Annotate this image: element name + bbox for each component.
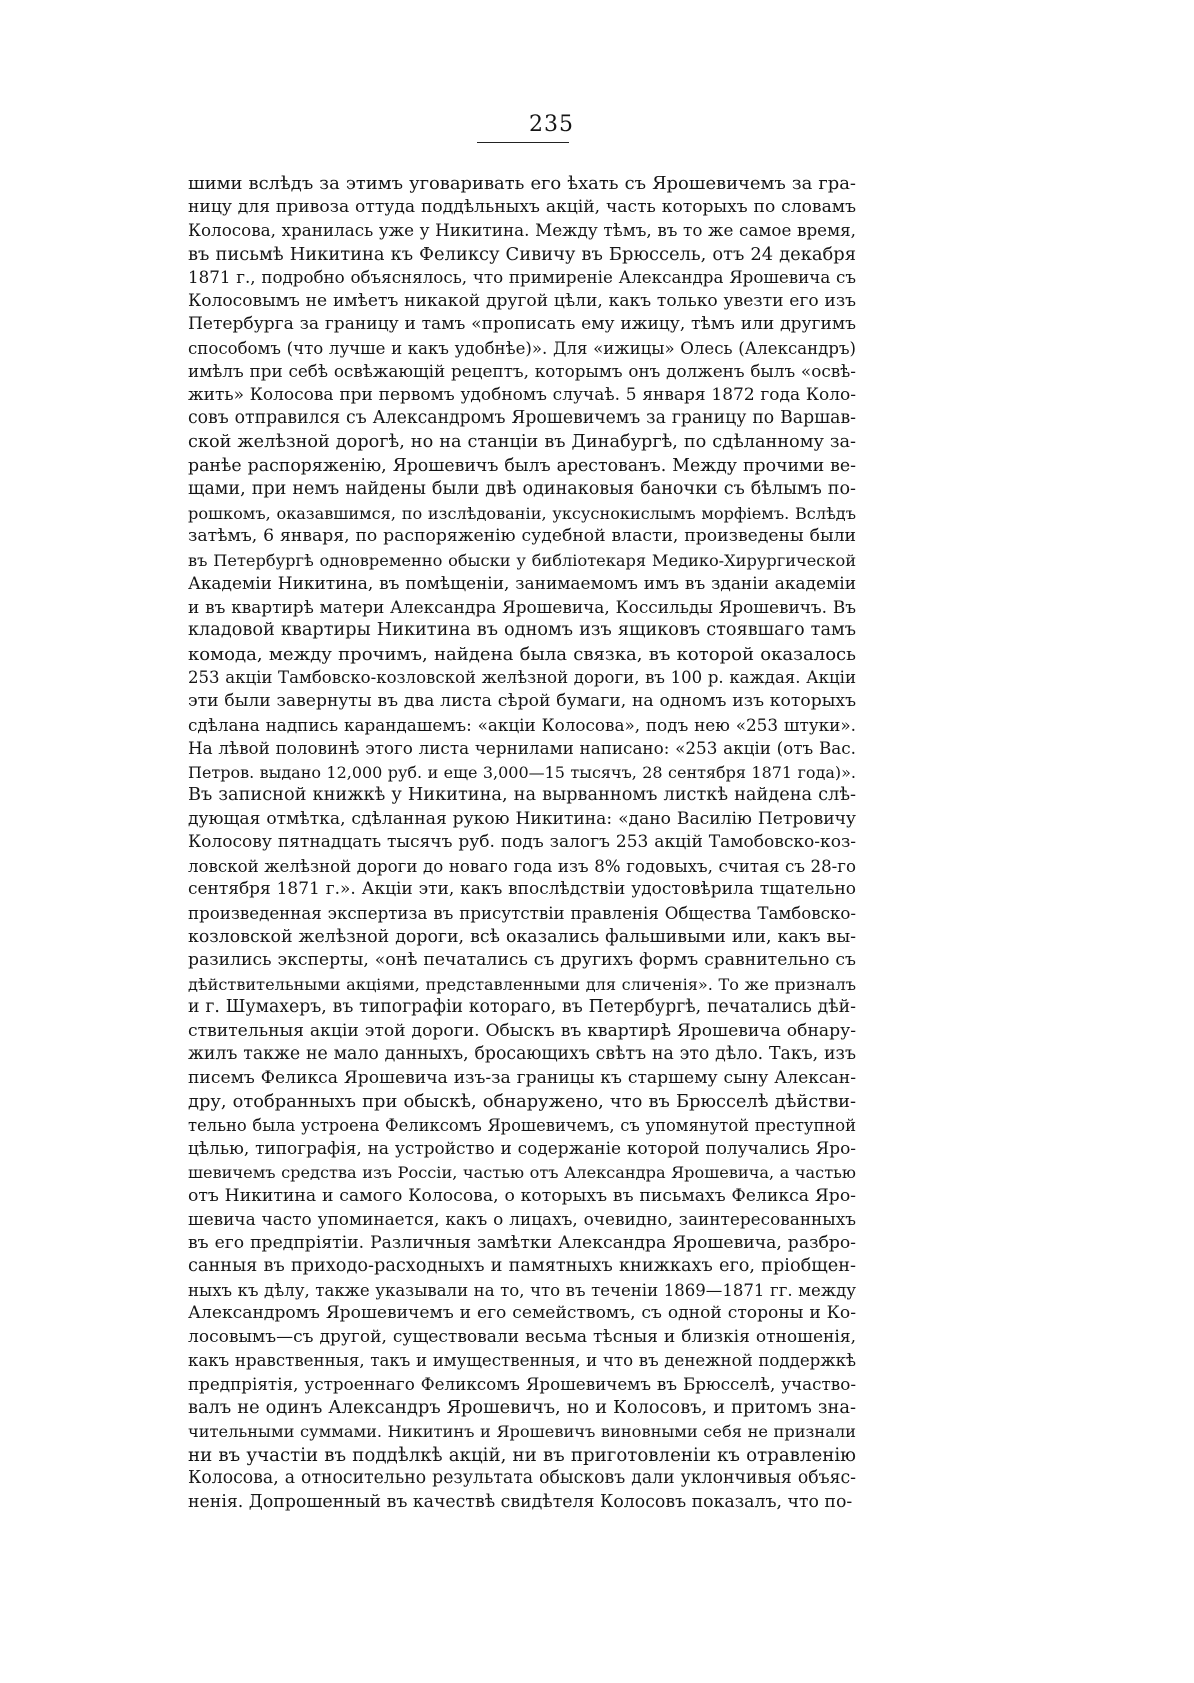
text-line: Академіи Никитина, въ помѣщеніи, занимаемомъ имъ въ зданіи академіи [188,573,856,594]
text-line: шими вслѣдъ за этимъ уговаривать его ѣхать съ Ярошевичемъ за гра- [188,173,856,194]
text-line: Петербурга за границу и тамъ «прописать ему ижицу, тѣмъ или другимъ [188,314,856,335]
text-line: чительными суммами. Никитинъ и Ярошевичъ виновными себя не признали [188,1421,856,1441]
text-line: ской желѣзной дорогѣ, но на станціи въ Динабургѣ, по сдѣланному за- [188,432,856,453]
text-line: ни въ участіи въ поддѣлкѣ акцій, ни въ приготовленіи къ отравленію [188,1444,856,1466]
text-line: цѣлью, типографія, на устройство и содержаніе которой получались Яро- [188,1138,856,1159]
text-line: совъ отправился съ Александромъ Ярошевичемъ за границу по Варшав- [188,408,856,429]
text-line: дѣйствительными акціями, представленными для сличенія». То же призналъ [188,974,856,994]
text-line: жилъ также не мало данныхъ, бросающихъ свѣтъ на это дѣло. Такъ, изъ [188,1044,856,1065]
text-line: Въ записной книжкѣ у Никитина, на вырванномъ листкѣ найдена слѣ- [188,785,856,806]
text-line: валъ не одинъ Александръ Ярошевичъ, но и Колосовъ, и притомъ зна- [188,1397,856,1419]
text-line: произведенная экспертиза въ присутствіи правленія Общества Тамбовско- [188,903,856,923]
text-line: На лѣвой половинѣ этого листа чернилами написано: «253 акціи (отъ Вас. [188,738,856,759]
page-number: 235 [529,112,574,137]
text-line: козловской желѣзной дороги, всѣ оказались фальшивыми или, какъ вы- [188,926,856,947]
text-line: сдѣлана надпись карандашемъ: «акціи Колосова», подъ нею «253 штуки». [188,714,856,735]
text-line: тельно была устроена Феликсомъ Ярошевичемъ, съ упомянутой преступной [188,1115,856,1135]
text-line: Колосовымъ не имѣетъ никакой другой цѣли, какъ только увезти его изъ [188,290,856,311]
text-line: имѣлъ при себѣ освѣжающій рецептъ, которымъ онъ долженъ былъ «освѣ- [188,361,856,382]
text-line: затѣмъ, 6 января, по распоряженію судебной власти, произведены были [188,526,856,547]
text-line: способомъ (что лучше и какъ удобнѣе)». Для «ижицы» Олесь (Александръ) [188,338,856,358]
text-line: отъ Никитина и самого Колосова, о которыхъ въ письмахъ Феликса Яро- [188,1185,856,1206]
text-line: Александромъ Ярошевичемъ и его семействомъ, съ одной стороны и Ко- [188,1303,856,1324]
text-line: эти были завернуты въ два листа сѣрой бумаги, на одномъ изъ которыхъ [188,691,856,712]
text-line: Колосова, хранилась уже у Никитина. Между тѣмъ, въ то же самое время, [188,220,856,241]
text-line: шевича часто упоминается, какъ о лицахъ, очевидно, заинтересованныхъ [188,1209,856,1230]
text-line: и въ квартирѣ матери Александра Ярошевича, Коссильды Ярошевичъ. Въ [188,596,856,617]
text-line: щами, при немъ найдены были двѣ одинаковыя баночки съ бѣлымъ по- [188,479,856,500]
text-line: ненія. Допрошенный въ качествѣ свидѣтеля Колосовъ показалъ, что по- [188,1491,853,1512]
text-line: разились эксперты, «онѣ печатались съ другихъ формъ сравнительно съ [188,950,856,971]
text-line: жить» Колосова при первомъ удобномъ случаѣ. 5 января 1872 года Коло- [188,384,856,405]
text-line: ницу для привоза оттуда поддѣльныхъ акцій, часть которыхъ по словамъ [188,196,856,217]
text-line: въ Петербургѣ одновременно обыски у библіотекаря Медико-Хирургической [188,550,856,570]
text-line: ныхъ къ дѣлу, также указывали на то, что въ теченіи 1869—1871 гг. между [188,1280,856,1300]
text-line: въ его предпріятіи. Различныя замѣтки Александра Ярошевича, разбро- [188,1232,856,1253]
text-line: ствительныя акціи этой дороги. Обыскъ въ квартирѣ Ярошевича обнару- [188,1020,856,1041]
text-line: и г. Шумахеръ, въ типографіи котораго, въ Петербургѣ, печатались дѣй- [188,997,856,1018]
text-line: какъ нравственныя, такъ и имущественныя, и что въ денежной поддержкѣ [188,1351,856,1371]
text-line: шевичемъ средства изъ Россіи, частью отъ Александра Ярошевича, а частью [188,1162,856,1182]
text-line: дующая отмѣтка, сдѣланная рукою Никитина: «дано Василію Петровичу [188,808,856,829]
text-line: рошкомъ, оказавшимся, по изслѣдованіи, уксуснокислымъ морфіемъ. Вслѣдъ [188,503,856,523]
page-number-rule [477,142,569,143]
text-line: 1871 г., подробно объяснялось, что примиреніе Александра Ярошевича съ [188,268,856,288]
text-line: санныя въ приходо-расходныхъ и памятныхъ книжкахъ его, пріобщен- [188,1256,856,1277]
text-line: ранѣе распоряженію, Ярошевичъ былъ арестованъ. Между прочими ве- [188,455,856,476]
text-line: предпріятія, устроеннаго Феликсомъ Ярошевичемъ въ Брюсселѣ, участво- [188,1373,856,1394]
text-line: 253 акціи Тамбовско-козловской желѣзной дороги, въ 100 р. каждая. Акціи [188,668,856,688]
text-line: ловской желѣзной дороги до новаго года изъ 8% годовыхъ, считая съ 28-го [188,856,856,876]
text-line: въ письмѣ Никитина къ Феликсу Сивичу въ Брюссель, отъ 24 декабря [188,243,856,265]
text-line: Петров. выдано 12,000 руб. и еще 3,000—15 тысячъ, 28 сентября 1871 года)». [188,762,856,782]
text-line: лосовымъ—съ другой, существовали весьма тѣсныя и близкія отношенія, [188,1326,856,1347]
text-line: Колосова, а относительно результата обысковъ дали уклончивыя объяс- [188,1468,856,1489]
body-text [188,172,856,1514]
text-line: комода, между прочимъ, найдена была связка, въ которой оказалось [188,643,856,665]
text-line: Колосову пятнадцать тысячъ руб. подъ залогъ 253 акцій Тамобовско-коз- [188,832,856,853]
text-line: сентября 1871 г.». Акціи эти, какъ впослѣдствіи удостовѣрила тщательно [188,879,856,900]
text-line: писемъ Феликса Ярошевича изъ-за границы къ старшему сыну Алексан- [188,1067,856,1088]
text-line: дру, отобранныхъ при обыскѣ, обнаружено, что въ Брюсселѣ дѣйстви- [188,1091,856,1113]
text-line: кладовой квартиры Никитина въ одномъ изъ ящиковъ стоявшаго тамъ [188,620,856,641]
